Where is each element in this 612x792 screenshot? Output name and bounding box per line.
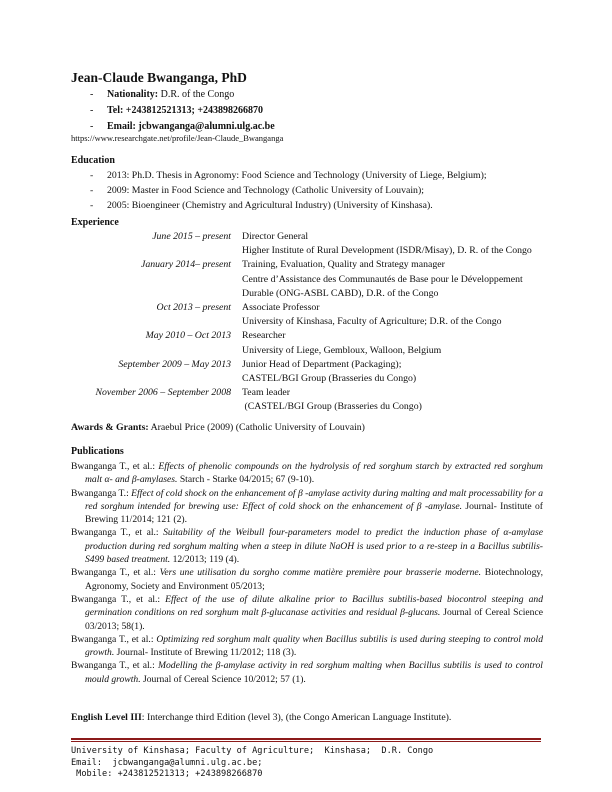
publications-heading: Publications [71,446,124,457]
pub-authors: Bwanganga T., et al.: [71,633,157,645]
experience-date: November 2006 – September 2008 [95,387,231,399]
experience-entry [71,301,571,329]
person-name: Jean-Claude Bwanganga, PhD [71,70,247,85]
bullet-dash: - [90,89,94,100]
experience-date: January 2014– present [141,259,231,271]
education-item [90,183,487,198]
publication-item [71,659,543,686]
pub-title: Suitability of the Weibull four-parameters model to predict the induction phase of α-amylase production during red sorghum malting when a steep in dilute NaOH is used prior to a re-steep in a Bacillus subtilis-S499 based treatment. [85,527,543,566]
education-item-text: 2005: Bioengineer (Chemistry and Agricultural Industry) (University of Kinshasa). [107,200,433,211]
experience-entry [71,329,571,357]
education-item [90,198,487,213]
experience-date: Oct 2013 – present [156,302,231,314]
publication-item [71,633,543,660]
pub-title: Effects of phenolic compounds on the hydrolysis of red sorghum starch by extracted red sorghum malt α- and β-amylases. [85,461,543,486]
pub-authors: Bwanganga T., et al.: [71,567,160,579]
pub-title: Effect of cold shock on the enhancement of β -amylase activity during malting and malt processability for a red sorghum intended for brewing use: Effect of cold shock on the enhancement of β -amylase. [85,487,544,512]
pub-title: Vers une utilisation du sorgho comme matière première pour brasserie moderne. [159,567,482,579]
experience-desc [242,301,571,329]
pub-source: Journal of Cereal Science 10/2012; 57 (1). [140,673,306,685]
bullet-dash: - [90,105,94,116]
education-item-text: 2013: Ph.D. Thesis in Agronomy: Food Science and Technology (University of Liege, Belgium); [107,170,487,181]
education-list [90,168,487,213]
experience-date: June 2015 – present [152,231,231,242]
bullet-dash: - [90,170,94,181]
experience-line: Researcher [242,330,286,342]
pub-source: Journal- Institute of Brewing 11/2012; 118 (3). [114,647,297,659]
pub-authors: Bwanganga T., et al.: [71,461,159,472]
pub-title: Effect of the use of dilute alkaline prior to Bacillus subtilis-based biocontrol steeping and germination conditions on red sorghum malt β-glucanase activities and residual β-glucans. [85,593,543,619]
footer-address: University of Kinshasa; Faculty of Agriculture; Kinshasa; D.R. Congo [71,746,434,756]
bullet-dash: - [90,185,94,196]
publication-item [71,593,543,633]
pub-title: Modelling the β-amylase activity in red sorghum malting when Bacillus subtilis is used to control mould growth. [85,660,543,685]
awards-line [71,422,365,433]
experience-list [71,230,571,415]
experience-entry [71,230,571,258]
pub-authors: Bwanganga T., et al.: [71,527,164,539]
footer-rule-thick [71,738,541,740]
contact-nationality [90,87,275,103]
experience-desc [242,230,571,258]
pub-title: Optimizing red sorghum malt quality when Bacillus subtilis is used during steeping to control mold growth. [85,633,543,659]
experience-line: University of Kinshasa, Faculty of Agriculture; D.R. of the Congo [242,316,502,328]
pub-authors: Bwanganga T., et al.: [71,660,158,672]
publication-item [71,566,543,593]
experience-line: Team leader [242,387,290,399]
publication-item [71,487,543,527]
footer-email: Email: jcbwanganga@alumni.ulg.ac.be; [71,757,263,768]
nationality-label: Nationality: [107,89,159,100]
experience-line: Higher Institute of Rural Development (ISDR/Misay), D. R. of the Congo [242,245,532,257]
pub-source: 12/2013; 119 (4). [170,554,240,566]
pub-source: Biotechnology, Agronomy, Society and Environment 05/2013; [85,567,543,592]
publication-item [71,526,543,566]
english-level-line [71,712,451,723]
experience-desc [242,258,571,301]
education-heading: Education [71,155,115,166]
experience-line: Junior Head of Department (Packaging); [242,358,402,370]
publication-item [71,460,543,487]
english-label: English Level III [71,712,142,723]
experience-entry [71,386,571,414]
experience-date: September 2009 – May 2013 [118,358,231,370]
pub-authors: Bwanganga T.: [71,487,132,499]
bullet-dash: - [90,121,94,132]
pub-source: Journal- Institute of Brewing 11/2014; 121 (2). [85,500,543,526]
experience-date: May 2010 – Oct 2013 [145,330,231,342]
education-item-text: 2009: Master in Food Science and Technology (Catholic University of Louvain); [107,185,424,196]
experience-entry [71,358,571,386]
experience-line: Centre d’Assistance des Communautés de Base pour le Développement [242,273,523,285]
english-value: : Interchange third Edition (level 3), (the Congo American Language Institute). [141,712,452,723]
pub-authors: Bwanganga T., et al.: [71,593,166,605]
experience-desc [242,358,571,386]
experience-line: Durable (ONG-ASBL CABD), D.R. of the Congo [242,287,439,299]
nationality-value: D.R. of the Congo [158,89,235,100]
pub-source: Starch - Starke 04/2015; 67 (9-10). [177,474,315,486]
footer-mobile: Mobile: +243812521313; +243898266870 [71,769,263,779]
experience-desc [242,386,571,414]
experience-line: University of Liege, Gembloux, Walloon, Belgium [242,344,442,356]
contact-tel [90,103,275,119]
experience-line: (CASTEL/BGI Group (Brasseries du Congo) [242,401,422,413]
experience-line: Director General [242,231,309,242]
experience-heading: Experience [71,217,119,228]
bullet-dash: - [90,200,94,211]
experience-line: CASTEL/BGI Group (Brasseries du Congo) [242,373,417,385]
experience-line: Associate Professor [242,302,320,314]
footer-rule-thin [71,741,541,742]
contact-list [90,87,275,135]
experience-entry [71,258,571,301]
awards-label: Awards & Grants: [71,422,149,433]
email-text[interactable]: Email: jcbwanganga@alumni.ulg.ac.be [107,121,275,132]
experience-line: Training, Evaluation, Quality and Strategy manager [242,259,445,271]
education-item [90,168,487,183]
awards-value: Araebul Price (2009) (Catholic University of Louvain) [148,422,365,433]
profile-url[interactable]: https://www.researchgate.net/profile/Jean-Claude_Bwanganga [71,133,284,143]
experience-desc [242,329,571,357]
page-footer [71,746,433,781]
tel-text: Tel: +243812521313; +243898266870 [107,105,264,116]
pub-source: Journal of Cereal Science 03/2013; 58(1). [85,607,543,632]
publications-list [71,460,543,686]
